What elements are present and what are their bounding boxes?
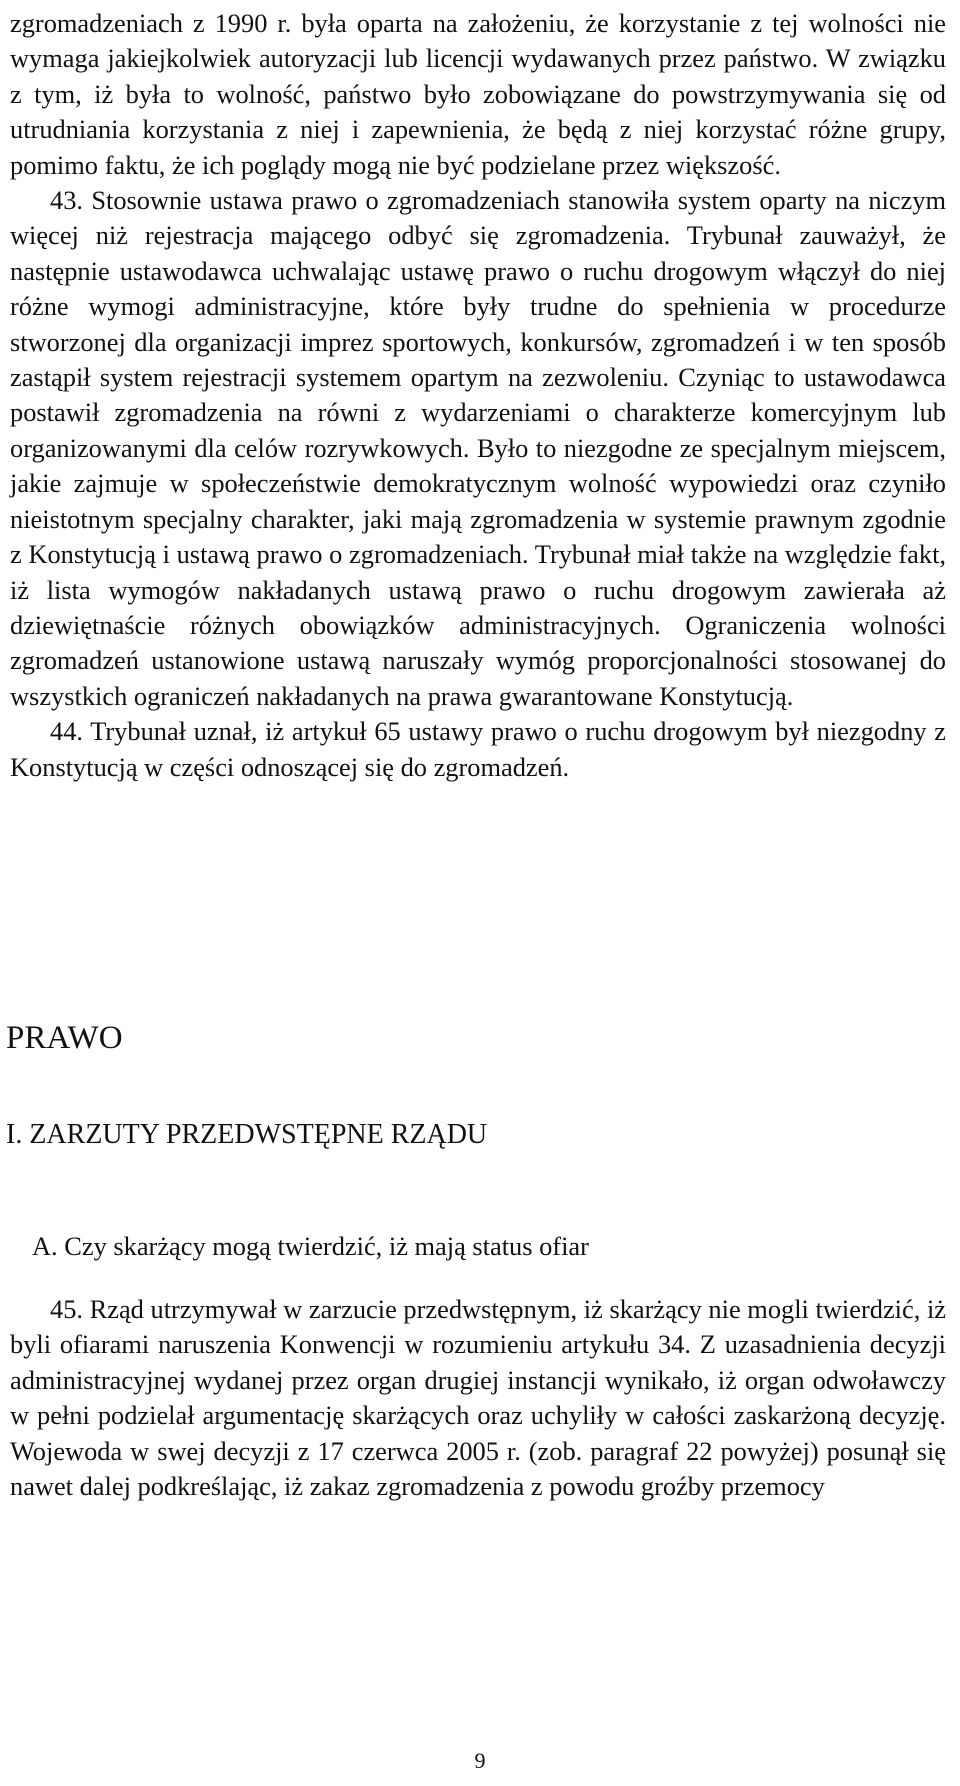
- heading-preliminary-objections: I. ZARZUTY PRZEDWSTĘPNE RZĄDU: [6, 1119, 488, 1150]
- heading-victim-status: A. Czy skarżący mogą twierdzić, iż mają status ofiar: [32, 1231, 589, 1261]
- heading-law: PRAWO: [6, 1020, 123, 1056]
- paragraph-42-continuation: zgromadzeniach z 1990 r. była oparta na założeniu, że korzystanie z tej wolności nie wymaga jakiejkolwiek autoryzacji lub licencji wydawanych przez państwo. W związku z tym, iż była to wolność, państwo było zobowiązane do powstrzymywania się od utrudniania korzystania z niej i zapewnienia, że będą z niej korzystać różne grupy, pomimo faktu, że ich poglądy mogą nie być podzielane przez większość.: [10, 8, 946, 180]
- paragraph-45: 45. Rząd utrzymywał w zarzucie przedwstępnym, iż skarżący nie mogli twierdzić, iż byli ofiarami naruszenia Konwencji w rozumieniu artykułu 34. Z uzasadnienia decyzji administracyjnej wydanej przez organ drugiej instancji wynikało, iż organ odwoławczy w pełni podzielał argumentację skarżących oraz uchyliły w całości zaskarżoną decyzję. Wojewoda w swej decyzji z 17 czerwca 2005 r. (zob. paragraf 22 powyżej) posunął się nawet dalej podkreślając, iż zakaz zgromadzenia z powodu groźby przemocy: [10, 1294, 946, 1502]
- body-text-bottom: [10, 1292, 946, 1504]
- body-text-top: [10, 6, 946, 785]
- paragraph-44: 44. Trybunał uznał, iż artykuł 65 ustawy prawo o ruchu drogowym był niezgodny z Konstytucją w części odnoszącej się do zgromadzeń.: [10, 716, 946, 782]
- paragraph-43: 43. Stosownie ustawa prawo o zgromadzeniach stanowiła system oparty na niczym więcej niż rejestracja mającego odbyć się zgromadzenia. Trybunał zauważył, że następnie ustawodawca uchwalając ustawę prawo o ruchu drogowym włączył do niej różne wymogi administracyjne, które były trudne do spełnienia w procedurze stworzonej dla organizacji imprez sportowych, konkursów, zgromadzeń i w ten sposób zastąpił system rejestracji systemem opartym na zezwoleniu. Czyniąc to ustawodawca postawił zgromadzenia na równi z wydarzeniami o charakterze komercyjnym lub organizowanymi dla celów rozrywkowych. Było to niezgodne ze specjalnym miejscem, jakie zajmuje w społeczeństwie demokratycznym wolność wypowiedzi oraz czyniło nieistotnym specjalny charakter, jaki mają zgromadzenia w systemie prawnym zgodnie z Konstytucją i ustawą prawo o zgromadzeniach. Trybunał miał także na względzie fakt, iż lista wymogów nakładanych ustawą prawo o ruchu drogowym zawierała aż dziewiętnaście różnych obowiązków administracyjnych. Ograniczenia wolności zgromadzeń ustanowione ustawą naruszały wymóg proporcjonalności stosowanej do wszystkich ograniczeń nakładanych na prawa gwarantowane Konstytucją.: [10, 185, 946, 711]
- page-number: 9: [474, 1748, 486, 1773]
